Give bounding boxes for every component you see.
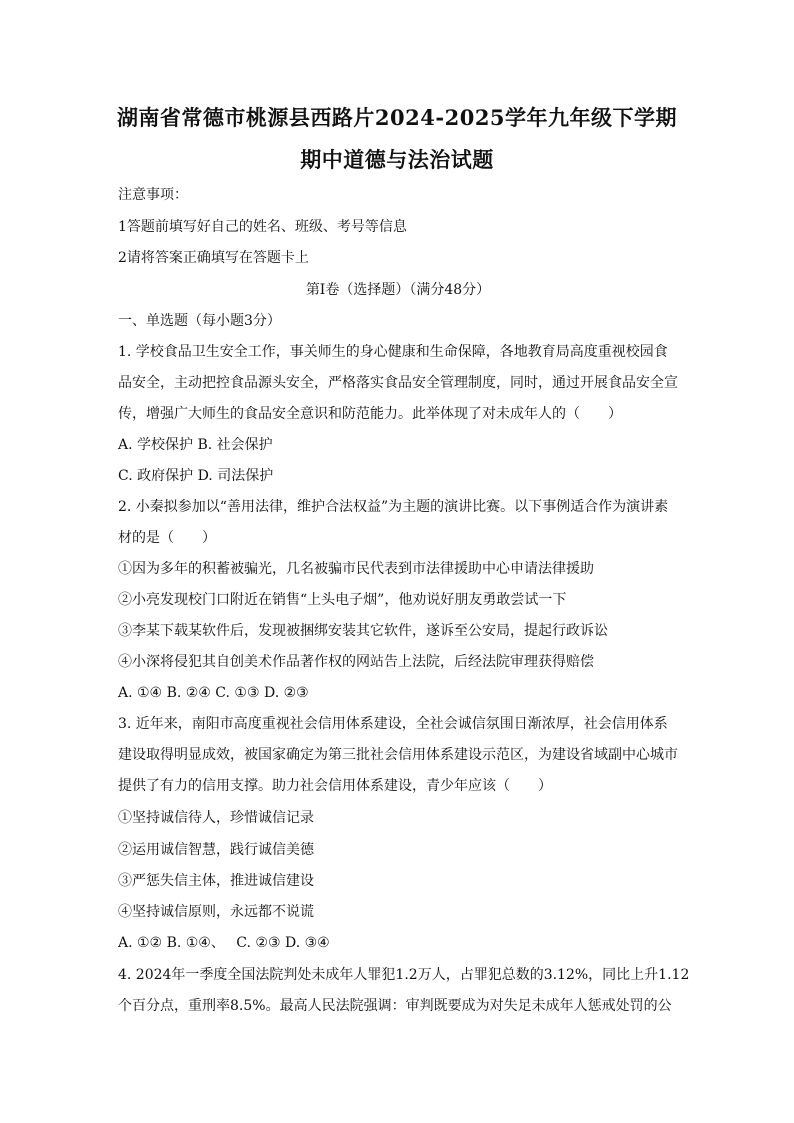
question-2-item: ②小亮发现校门口附近在销售“上头电子烟”，他劝说好朋友勇敢尝试一下 xyxy=(118,592,567,608)
exam-title-line1: 湖南省常德市桃源县西路片2024-2025学年九年级下学期 xyxy=(116,105,678,130)
question-2-item: ③李某下载某软件后，发现被捆绑安装其它软件，遂诉至公安局，提起行政诉讼 xyxy=(118,623,608,639)
question-3-item: ③严惩失信主体，推进诚信建设 xyxy=(118,873,314,889)
question-3-item: ④坚持诚信原则，永远都不说谎 xyxy=(118,904,314,920)
question-3-item: ①坚持诚信待人，珍惜诚信记录 xyxy=(118,810,314,826)
question-4-line: 4. 2024年一季度全国法院判处未成年人罪犯1.2万人，占罪犯总数的3.12%，同比上升1.12 xyxy=(118,967,690,983)
question-2-line: 2. 小秦拟参加以“善用法律，维护合法权益”为主题的演讲比赛。以下事例适合作为演讲素 xyxy=(118,499,669,515)
section-heading: 一、单选题（每小题3分） xyxy=(118,313,281,329)
notice-heading: 注意事项： xyxy=(118,187,188,203)
question-2-item: ①因为多年的积蓄被骗光，几名被骗市民代表到市法律援助中心申请法律援助 xyxy=(118,561,594,577)
question-1-options: A. 学校保护 B. 社会保护 xyxy=(118,437,273,453)
question-1-line: 传，增强广大师生的食品安全意识和防范能力。此举体现了对未成年人的（ ） xyxy=(118,406,622,422)
question-2-options: A. ①④ B. ②④ C. ①③ D. ②③ xyxy=(118,685,309,701)
question-3-options: A. ①② B. ①④、 C. ②③ D. ③④ xyxy=(118,935,330,951)
question-2-line: 材的是（ ） xyxy=(118,530,216,546)
volume-heading: 第I卷（选择题）（满分48分） xyxy=(305,282,491,298)
question-3-line: 建设取得明显成效，被国家确定为第三批社会信用体系建设示范区，为建设省域副中心城市 xyxy=(118,747,678,763)
question-1-options: C. 政府保护 D. 司法保护 xyxy=(118,468,274,484)
question-3-line: 提供了有力的信用支撑。助力社会信用体系建设，青少年应该（ ） xyxy=(118,778,552,794)
notice-item-2: 2请将答案正确填写在答题卡上 xyxy=(118,250,309,266)
exam-title-line2: 期中道德与法治试题 xyxy=(300,147,494,172)
question-2-item: ④小深将侵犯其自创美术作品著作权的网站告上法院，后经法院审理获得赔偿 xyxy=(118,654,594,670)
question-3-item: ②运用诚信智慧，践行诚信美德 xyxy=(118,842,314,858)
question-3-line: 3. 近年来，南阳市高度重视社会信用体系建设，全社会诚信氛围日渐浓厚，社会信用体系 xyxy=(118,716,668,732)
question-1-line: 1. 学校食品卫生安全工作，事关师生的身心健康和生命保障，各地教育局高度重视校园食 xyxy=(118,344,668,360)
notice-item-1: 1答题前填写好自己的姓名、班级、考号等信息 xyxy=(118,219,407,235)
question-1-line: 品安全，主动把控食品源头安全，严格落实食品安全管理制度，同时，通过开展食品安全宣 xyxy=(118,375,678,391)
question-4-line: 个百分点，重刑率8.5%。最高人民法院强调：审判既要成为对失足未成年人惩戒处罚的公 xyxy=(118,998,672,1014)
